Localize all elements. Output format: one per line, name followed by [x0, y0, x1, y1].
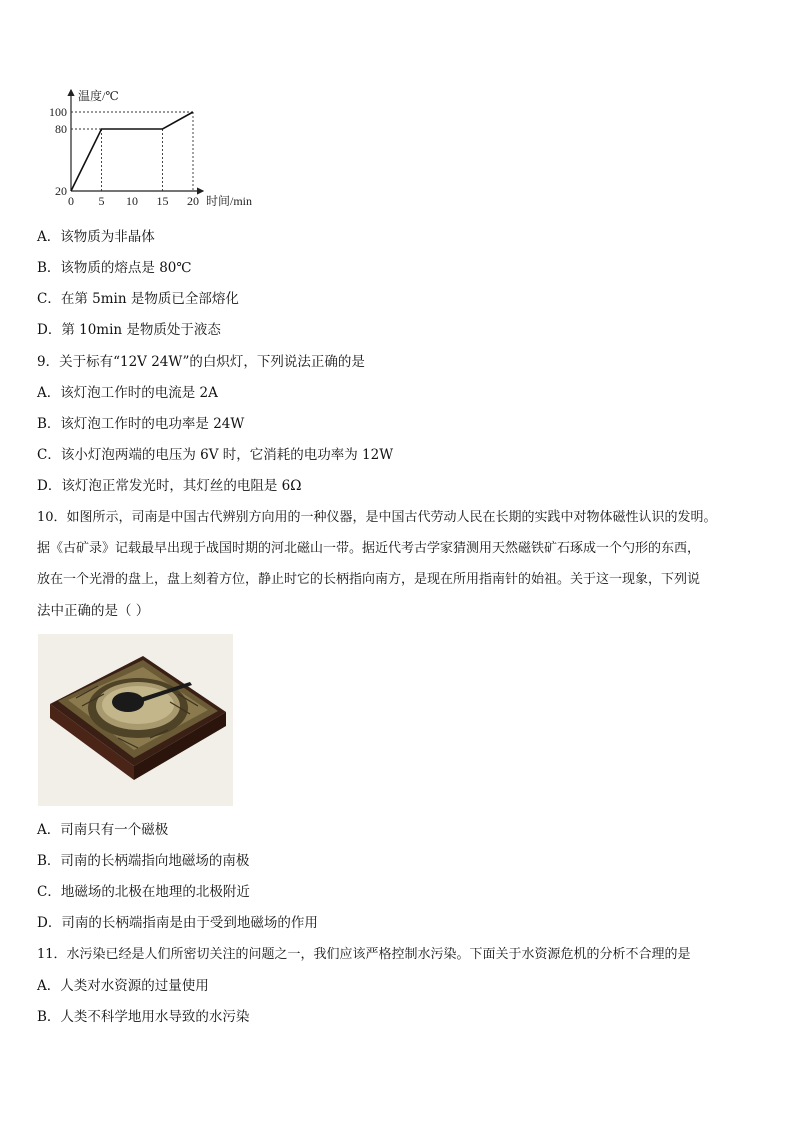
- option-10b: B．司南的长柄端指向地磁场的南极: [37, 853, 250, 869]
- option-10c: C．地磁场的北极在地理的北极附近: [37, 884, 250, 900]
- question-9: 9．关于标有“12V 24W”的白炽灯，下列说法正确的是: [37, 354, 365, 370]
- question-10-line-4: 法中正确的是（ ）: [37, 603, 150, 619]
- option-8b: B．该物质的熔点是 80℃: [37, 260, 192, 276]
- option-11a: A．人类对水资源的过量使用: [37, 978, 209, 994]
- y-tick-label: 80: [55, 122, 67, 136]
- sinan-compass-photo: [38, 634, 233, 806]
- option-11b: B．人类不科学地用水导致的水污染: [37, 1009, 250, 1025]
- option-10a: A．司南只有一个磁极: [37, 822, 169, 838]
- option-8d: D．第 10min 是物质处于液态: [37, 322, 221, 338]
- option-9d: D．该灯泡正常发光时，其灯丝的电阻是 6Ω: [37, 478, 302, 494]
- y-axis-label: 温度/℃: [78, 89, 119, 103]
- option-9b: B．该灯泡工作时的电功率是 24W: [37, 416, 245, 432]
- question-10-line-2: 据《古矿录》记载最早出现于战国时期的河北磁山一带。据近代考古学家猜测用天然磁铁矿石琢成一个勺形的东西，: [37, 541, 701, 556]
- option-9a: A．该灯泡工作时的电流是 2A: [37, 385, 218, 401]
- option-8c: C．在第 5min 是物质已全部熔化: [37, 291, 239, 307]
- x-tick-label: 15: [156, 194, 169, 208]
- question-10-line-1: 10．如图所示，司南是中国古代辨别方向用的一种仪器，是中国古代劳动人民在长期的实践中对物体磁性认识的发明。: [37, 510, 717, 525]
- x-tick-label: 0: [68, 194, 74, 208]
- y-tick-label: 100: [49, 105, 67, 119]
- option-10d: D．司南的长柄端指南是由于受到地磁场的作用: [37, 915, 318, 931]
- x-tick-label: 10: [126, 194, 138, 208]
- question-10-line-3: 放在一个光滑的盘上，盘上刻着方位，静止时它的长柄指向南方，是现在所用指南针的始祖。关于这一现象，下列说: [37, 572, 701, 587]
- x-tick-label: 20: [187, 194, 199, 208]
- question-11: 11．水污染已经是人们所密切关注的问题之一，我们应该严格控制水污染。下面关于水资源危机的分析不合理的是: [37, 947, 691, 962]
- temperature-time-chart: [38, 84, 268, 209]
- x-axis-label: 时间/min: [206, 194, 253, 208]
- option-9c: C．该小灯泡两端的电压为 6V 时，它消耗的电功率为 12W: [37, 447, 394, 463]
- option-8a: A．该物质为非晶体: [37, 229, 155, 245]
- x-tick-label: 5: [98, 194, 105, 208]
- series-line: [71, 112, 193, 191]
- y-tick-label: 20: [55, 184, 67, 198]
